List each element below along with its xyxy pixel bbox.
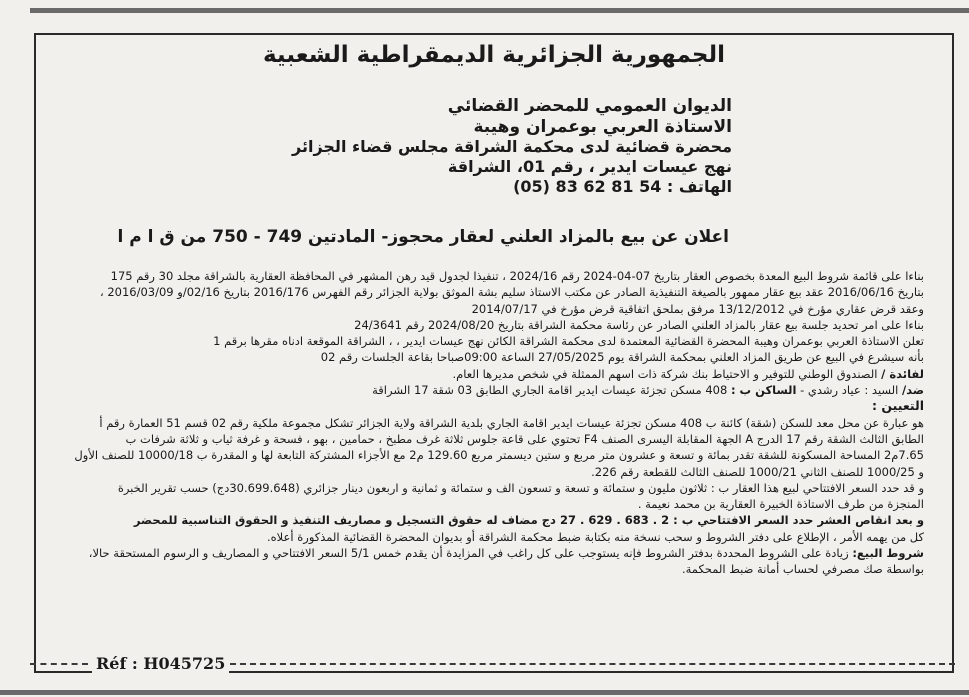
page-title: الجمهورية الجزائرية الديمقراطية الشعبية [262, 42, 726, 68]
phone-number: (05) 83 62 81 54 [513, 177, 662, 196]
against-label: ضد/ [902, 383, 924, 398]
body-line: بأنه سيشرع في البيع عن طريق المزاد العلني بمحكمة الشراقة يوم 27/05/2025 الساعة 09:00صباحا بقاعة الجلسات رقم 02 [320, 350, 924, 365]
body-line: بناءا على قائمة شروط البيع المعدة بخصوص العقار بتاريخ 07-04-2024 رقم 2024/16 ، تنفيذا لجدول قيد رهن المشهر في المحافظة العقارية بالشراقة مجلد 30 رقم 175 [110, 269, 924, 283]
body-line: و قد حدد السعر الافتتاحي لبيع هذا العقار ب : ثلاثون مليون و ستمائة و تسعة و تسعون الف و ستمائة و ثمانية و اربعون دينار جزائري (30.699.648دج) حسب تقرير الخبرة [117, 480, 924, 495]
notice-body [34, 268, 924, 578]
beneficiary-text: الصندوق الوطني للتوفير و الاحتياط بنك شركة ذات اسهم الممثلة في شخص مديرها العام. [452, 366, 882, 381]
body-line: كل من يهمه الأمر ، الإطلاع على دفتر الشروط و سحب نسخة منه بكتابة ضبط محكمة الشراقة أو بديوان المحضرة القضائية المذكورة أعلاه. [266, 529, 924, 544]
body-line: تعلن الاستاذة العربي بوعمران وهيبة المحضرة القضائية المعتمدة لدى محكمة الشراقة الكائن نهج عيسات ايدير ، ، الشراقة الموقعة ادناه مقرها برقم 1 [213, 334, 924, 349]
reference-number: Réf : H045725 [92, 654, 229, 673]
phone-label: الهاتف : [666, 177, 732, 196]
conditions-label: شروط البيع: [852, 546, 924, 561]
office-name: الديوان العمومي للمحضر القضائي [447, 96, 732, 116]
bailiff-title: محضرة قضائية لدى محكمة الشراقة مجلس قضاء الجزائر [292, 137, 732, 156]
reduced-price-line: و بعد انقاص العشر حدد السعر الافتتاحي ب : 2 . 683 . 629 . 27 دج مضاف له حقوق التسجيل و مصاريف التنفيذ و الحقوق التناسبية للمحضر [133, 513, 924, 528]
body-line: الطابق الثالث الشقة رقم 17 الدرج A الجهة المقابلة اليسرى الصنف F4 تحتوي على قاعة جلوس ثلاثة غرف مطبخ ، حمامين ، بهو ، فسحة و غرفة ثياب و ثلاثة شرفات ب [125, 431, 924, 446]
body-line: 7.65م2 المساحة المسكونة للشقة تقدر بمائة و تسعة و عشرون متر مربع و ستين ديسمتر مربع 129.60 م2 مع الأجزاء المشتركة التابعة لها و المقدرة ب 10000/18 للصنف الأول [74, 448, 924, 463]
beneficiary-label: لفائدة / [881, 366, 924, 381]
top-rule [30, 8, 969, 13]
office-address: نهج عيسات ايدير ، رقم 01، الشراقة [447, 157, 732, 176]
against-line [34, 382, 924, 398]
conditions-line [34, 545, 924, 561]
beneficiary-line [34, 366, 924, 382]
body-line: المنجزة من طرف الاستاذة الخبيرة العقارية بن محمد نعيمة . [637, 497, 924, 512]
bailiff-office-block [132, 96, 732, 197]
body-line: بواسطة صك مصرفي لحساب أمانة ضبط المحكمة. [681, 562, 924, 577]
announcement-title: اعلان عن بيع بالمزاد العلني لعقار محجوز- المادتين 749 - 750 من ق ا م ا [117, 227, 729, 247]
resident-text: 408 مسكن تجزئة عيسات ايدير اقامة الجاري الطابق 03 شقة 17 الشراقة [372, 383, 731, 398]
reference-line [30, 654, 955, 674]
against-text: السيد : عياد رشدي - [796, 383, 903, 398]
body-line: بناءا على امر تحديد جلسة بيع عقار بالمزاد العلني الصادر عن رئاسة محكمة الشراقة بتاريخ 2024/08/20 رقم 24/3641 [354, 317, 924, 332]
bailiff-name: الاستاذة العربي بوعمران وهيبة [473, 117, 732, 137]
ref-rule-left [30, 663, 88, 665]
body-line: هو عبارة عن محل معد للسكن (شقة) كائنة ب 408 مسكن تجزئة عيسات ايدير اقامة الجاري بلدية الشراقة ولاية الجزائر تشكل مجموعة ملكية رقم 02 قسم 51 العمارة رقم أ [99, 415, 924, 430]
ref-rule-right [230, 663, 955, 665]
body-line: بتاريخ 2016/06/16 عقد بيع عقار ممهور بالصيغة التنفيذية الصادر عن مكتب الاستاذ سليم بشة الموثق بولاية الجزائر رقم الفهرس 2016/176 بتاريخ 02/16/و 2016/03/09 ، [99, 285, 924, 300]
body-line: وعقد قرض عقاري مؤرخ في 13/12/2012 مرفق بملحق اتفاقية قرض مؤرخ في 2014/07/17 [471, 301, 924, 316]
resident-label: الساكن ب : [730, 383, 797, 398]
bottom-rule [0, 690, 969, 695]
office-phone [132, 177, 732, 197]
body-line: و 1000/25 للصنف الثاني 1000/21 للصنف الثالث للقطعة رقم 226. [591, 464, 924, 479]
conditions-text: زيادة على الشروط المحددة بدفتر الشروط فإنه يستوجب على كل راغب في المزايدة أن يقدم خمس 5/1 السعر الافتتاحي و المصاريف و الرسوم المستحقة حالا، [88, 546, 853, 561]
designation-heading: التعيين : [872, 398, 924, 414]
